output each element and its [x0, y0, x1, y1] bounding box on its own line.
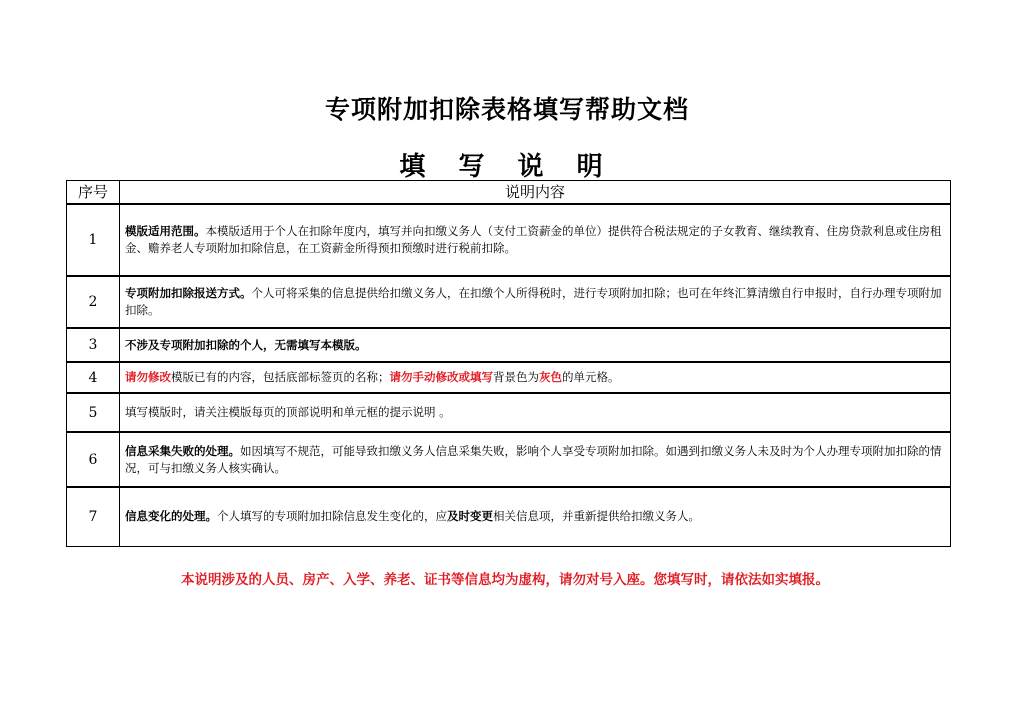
instructions-table: [66, 180, 951, 547]
row-heading: 专项附加扣除报送方式。: [125, 286, 252, 300]
row-content: [120, 393, 951, 432]
table-row: [67, 204, 951, 276]
row-number: 6: [67, 432, 120, 487]
row-number: 3: [67, 328, 120, 362]
row-content: [120, 276, 951, 328]
row-text: 填写模版时，请关注模版每页的顶部说明和单元框的提示说明 。: [125, 405, 451, 419]
row-content: [120, 328, 951, 362]
disclaimer-note: 本说明涉及的人员、房产、入学、养老、证书等信息均为虚构，请勿对号入座。您填写时，请依法如实填报。: [181, 572, 829, 588]
row-number: 2: [67, 276, 120, 328]
row-heading: 信息变化的处理。: [125, 509, 217, 524]
row-content: [120, 432, 951, 487]
table-row: [67, 276, 951, 328]
table-row: [67, 393, 951, 432]
warning-text: 请勿手动修改或填写: [389, 370, 493, 384]
row-text: 个人填写的专项附加扣除信息发生变化的，应: [217, 509, 447, 524]
row-heading: 不涉及专项附加扣除的个人，无需填写本模版。: [125, 337, 367, 352]
table-row: [67, 487, 951, 546]
row-text: 个人可将采集的信息提供给扣缴义务人，在扣缴个人所得税时，进行专项附加扣除；也可在年终汇算清缴自行申报时，自行办理专项附加扣除。: [125, 286, 942, 317]
table-row: [67, 362, 951, 393]
row-number: 7: [67, 487, 120, 546]
warning-text: 灰色: [539, 370, 562, 384]
row-text: 本模版适用于个人在扣除年度内，填写并向扣缴义务人（支付工资薪金的单位）提供符合税法规定的子女教育、继续教育、住房贷款利息或住房租金、赡养老人专项附加扣除信息，在工资薪金所得预扣预缴时进行税前扣除。: [125, 224, 942, 255]
row-heading: 模版适用范围。: [125, 224, 206, 238]
row-text: 如因填写不规范，可能导致扣缴义务人信息采集失败，影响个人享受专项附加扣除。如遇到扣缴义务人未及时为个人办理专项附加扣除的情况，可与扣缴义务人核实确认。: [125, 443, 942, 475]
row-number: 5: [67, 393, 120, 432]
row-number: 4: [67, 362, 120, 393]
row-number: 1: [67, 204, 120, 276]
row-content: [120, 362, 951, 393]
header-content: 说明内容: [120, 181, 951, 205]
table-header-row: [67, 181, 951, 205]
row-text: 模版已有的内容，包括底部标签页的名称；: [171, 370, 390, 384]
warning-text: 请勿修改: [125, 370, 171, 384]
row-text: 相关信息项，并重新提供给扣缴义务人。: [493, 509, 700, 524]
row-text: 的单元格。: [562, 370, 620, 384]
row-content: [120, 487, 951, 546]
header-index: 序号: [67, 181, 120, 205]
table-row: [67, 432, 951, 487]
table-row: [67, 328, 951, 362]
row-text: 背景色为: [493, 370, 539, 384]
row-content: [120, 204, 951, 276]
section-title: 填 写 说 明: [399, 152, 615, 182]
row-heading: 信息采集失败的处理。: [125, 443, 240, 458]
document-title: 专项附加扣除表格填写帮助文档: [324, 95, 689, 124]
row-emphasis: 及时变更: [447, 509, 493, 524]
